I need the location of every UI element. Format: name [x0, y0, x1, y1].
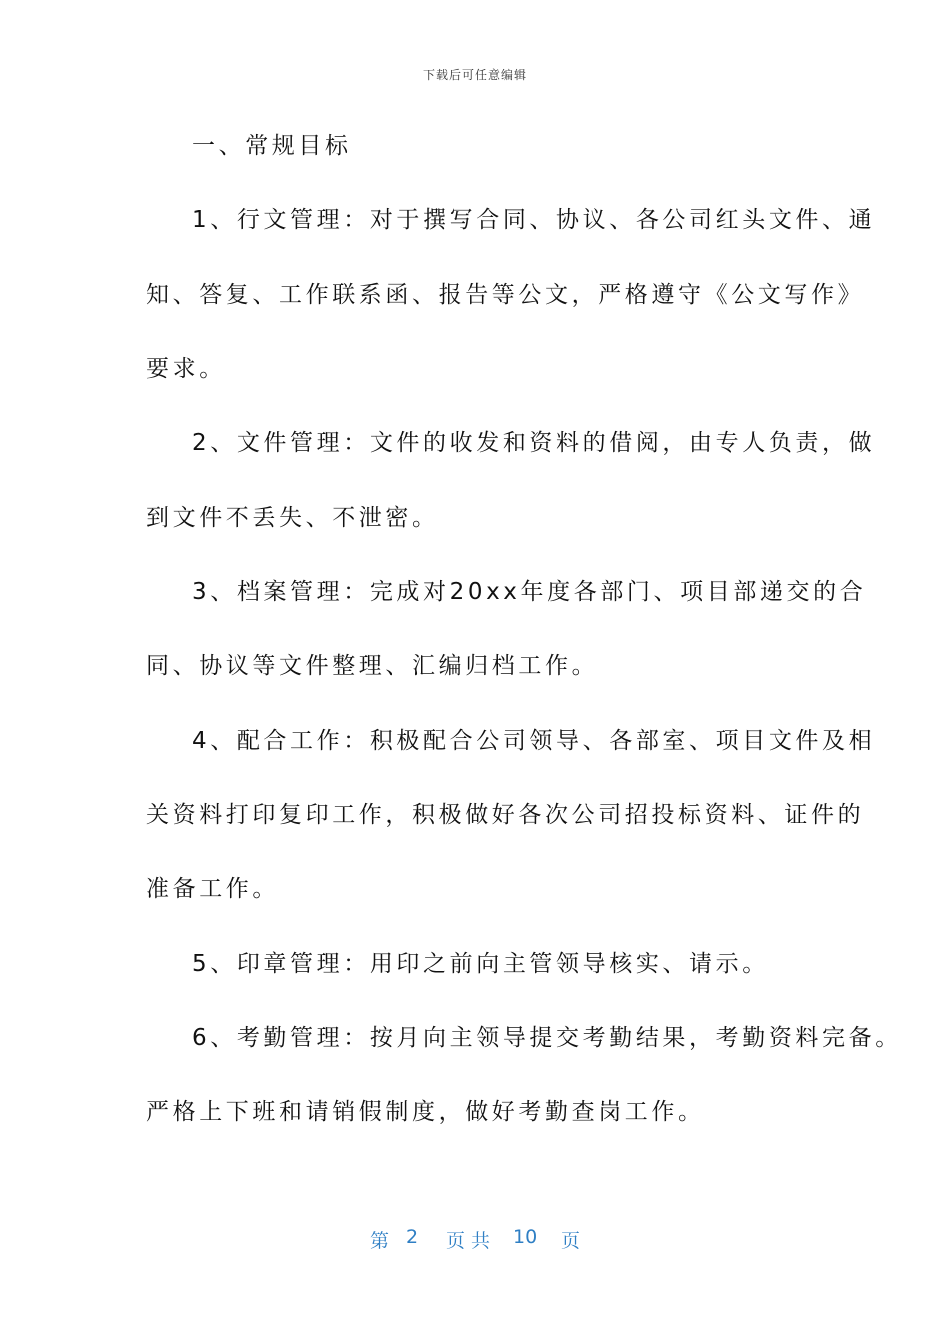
- paragraph-line: 5、印章管理：用印之前向主管领导核实、请示。: [192, 951, 769, 977]
- paragraph-line: 准备工作。: [146, 876, 279, 902]
- page-footer: [0, 1226, 950, 1254]
- footer-prefix: 第: [370, 1230, 390, 1252]
- current-page-number: 2: [406, 1226, 419, 1248]
- paragraph-line: 知、答复、工作联系函、报告等公文，严格遵守《公文写作》: [146, 282, 865, 308]
- paragraph-line: 严格上下班和请销假制度，做好考勤查岗工作。: [146, 1099, 705, 1125]
- total-pages-number: 10: [513, 1226, 538, 1248]
- paragraph-line: 3、档案管理：完成对20xx年度各部门、项目部递交的合: [192, 579, 867, 605]
- paragraph-line: 2、文件管理：文件的收发和资料的借阅，由专人负责，做: [192, 430, 876, 456]
- paragraph-line: 6、考勤管理：按月向主领导提交考勤结果，考勤资料完备。: [192, 1025, 902, 1051]
- paragraph-line: 1、行文管理：对于撰写合同、协议、各公司红头文件、通: [192, 207, 876, 233]
- paragraph-line: 到文件不丢失、不泄密。: [146, 505, 439, 531]
- footer-middle: 页 共: [446, 1230, 491, 1252]
- footer-suffix: 页: [561, 1230, 581, 1252]
- section-heading: 一、常规目标: [192, 133, 352, 159]
- paragraph-line: 关资料打印复印工作，积极做好各次公司招投标资料、证件的: [146, 802, 865, 828]
- paragraph-line: 要求。: [146, 356, 226, 382]
- paragraph-line: 同、协议等文件整理、汇编归档工作。: [146, 653, 599, 679]
- paragraph-line: 4、配合工作：积极配合公司领导、各部室、项目文件及相: [192, 728, 876, 754]
- header-note: 下载后可任意编辑: [422, 68, 527, 82]
